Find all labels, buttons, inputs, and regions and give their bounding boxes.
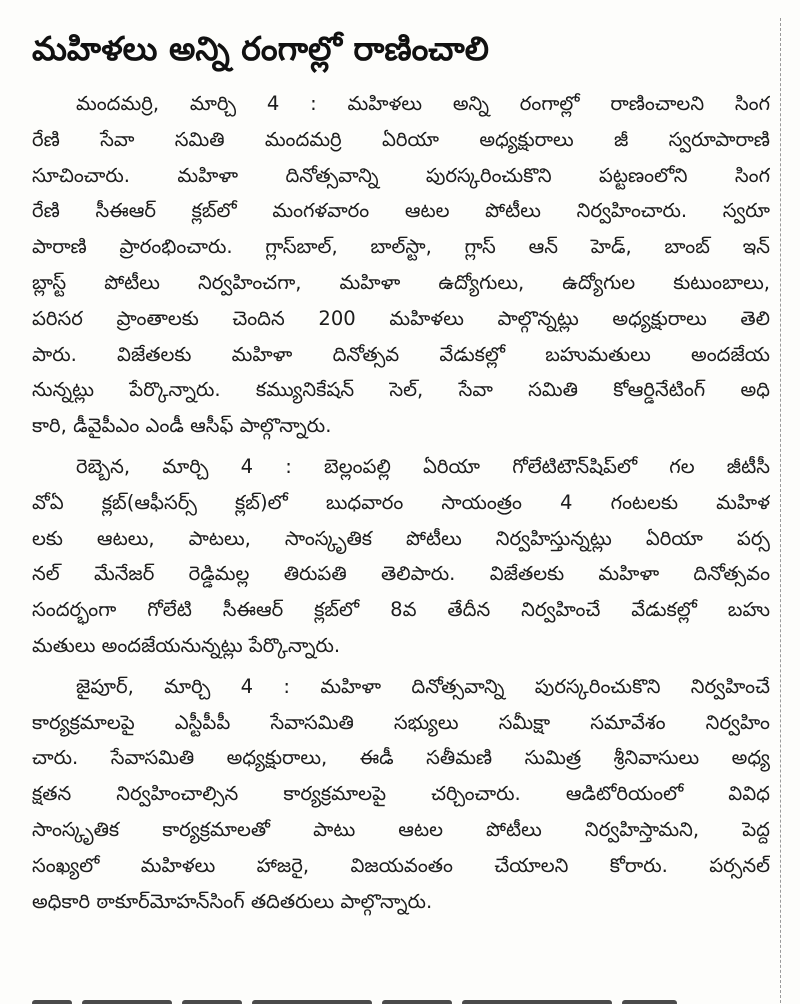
article-body — [32, 86, 770, 924]
text-line: కార్యక్రమాలపై ఎస్టీపీపీ సేవాసమితి సభ్యులు సమీక్షా సమావేశం నిర్వహిం — [32, 710, 770, 734]
text-line: పారాణి ప్రారంభించారు. గ్లాస్‌బాల్, బాల్‌స్టా, గ్లాస్ ఆన్ హెడ్, బాంబ్ ఇన్ — [32, 235, 770, 259]
text-line: రెబ్బెన, మార్చి 4 : బెల్లంపల్లి ఏరియా గోలేటిటౌన్‌షిప్‌లో గల జీటీసీ — [76, 454, 770, 478]
article-headline: మహిళలు అన్ని రంగాల్లో రాణించాలి — [32, 29, 489, 68]
text-line: బ్లాస్ట్ పోటీలు నిర్వహించగా, మహిళా ఉద్యోగులు, ఉద్యోగుల కుటుంబాలు, — [32, 270, 770, 294]
text-line: చారు. సేవాసమితి అధ్యక్షురాలు, ఈడీ సతీమణి సుమిత్ర శ్రీనివాసులు అధ్య — [32, 746, 770, 770]
text-line: రేణి సేవా సమితి మందమర్రి ఏరియా అధ్యక్షురాలు జీ స్వరూపారాణి — [32, 127, 770, 151]
text-line: సందర్భంగా గోలేటి సీఈఆర్ క్లబ్‌లో 8వ తేదీన నిర్వహించే వేడుకల్లో బహు — [32, 598, 770, 622]
text-line: క్షతన నిర్వహించాల్సిన కార్యక్రమాలపై చర్చించారు. ఆడిటోరియంలో వివిధ — [32, 782, 770, 806]
text-line: అధికారి ఠాకూర్‌మోహన్‌సింగ్ తదితరులు పాల్గొన్నారు. — [32, 889, 433, 913]
text-line: కారి, డీవైపీఎం ఎండీ ఆసీఫ్ పాల్గొన్నారు. — [32, 414, 332, 438]
cut-off-next-line — [32, 988, 772, 1004]
paragraph-rebbena — [32, 449, 770, 664]
text-line: పరిసర ప్రాంతాలకు చెందిన 200 మహిళలు పాల్గొన్నట్లు అధ్యక్షురాలు తెలి — [32, 306, 770, 330]
text-line: నల్ మేనేజర్ రెడ్డిమల్ల తిరుపతి తెలిపారు. విజేతలకు మహిళా దినోత్సవం — [32, 562, 770, 586]
text-line: మందమర్రి, మార్చి 4 : మహిళలు అన్ని రంగాల్లో రాణించాలని సింగ — [76, 92, 770, 115]
text-line: పారు. విజేతలకు మహిళా దినోత్సవ వేడుకల్లో బహుమతులు అందజేయ — [32, 342, 770, 366]
text-line: నున్నట్లు పేర్కొన్నారు. కమ్యునికేషన్ సెల్, సేవా సమితి కోఆర్డినేటింగ్ అధి — [32, 378, 770, 402]
column-divider — [780, 18, 781, 1004]
text-line: జైపూర్, మార్చి 4 : మహిళా దినోత్సవాన్ని పురస్కరించుకొని నిర్వహించే — [76, 674, 770, 698]
text-line: వోఏ క్లబ్(ఆఫీసర్స్ క్లబ్)లో బుధవారం సాయంత్రం 4 గంటలకు మహిళ — [32, 490, 770, 514]
text-line: లకు ఆటలు, పాటలు, సాంస్కృతిక పోటీలు నిర్వహిస్తున్నట్లు ఏరియా పర్స — [32, 526, 770, 550]
text-line: మతులు అందజేయనున్నట్లు పేర్కొన్నారు. — [32, 633, 341, 657]
text-line: సాంస్కృతిక కార్యక్రమాలతో పాటు ఆటల పోటీలు నిర్వహిస్తామని, పెద్ద — [32, 817, 770, 841]
text-line: రేణి సీఈఆర్ క్లబ్‌లో మంగళవారం ఆటల పోటీలు నిర్వహించారు. స్వరూ — [32, 199, 770, 223]
text-line: సంఖ్యలో మహిళలు హాజరై, విజయవంతం చేయాలని కోరారు. పర్సనల్ — [32, 853, 770, 877]
paragraph-jaipur — [32, 669, 770, 920]
paragraph-mandamarri — [32, 86, 770, 444]
text-line: సూచించారు. మహిళా దినోత్సవాన్ని పురస్కరించుకొని పట్టణంలోని సింగ — [32, 163, 770, 187]
